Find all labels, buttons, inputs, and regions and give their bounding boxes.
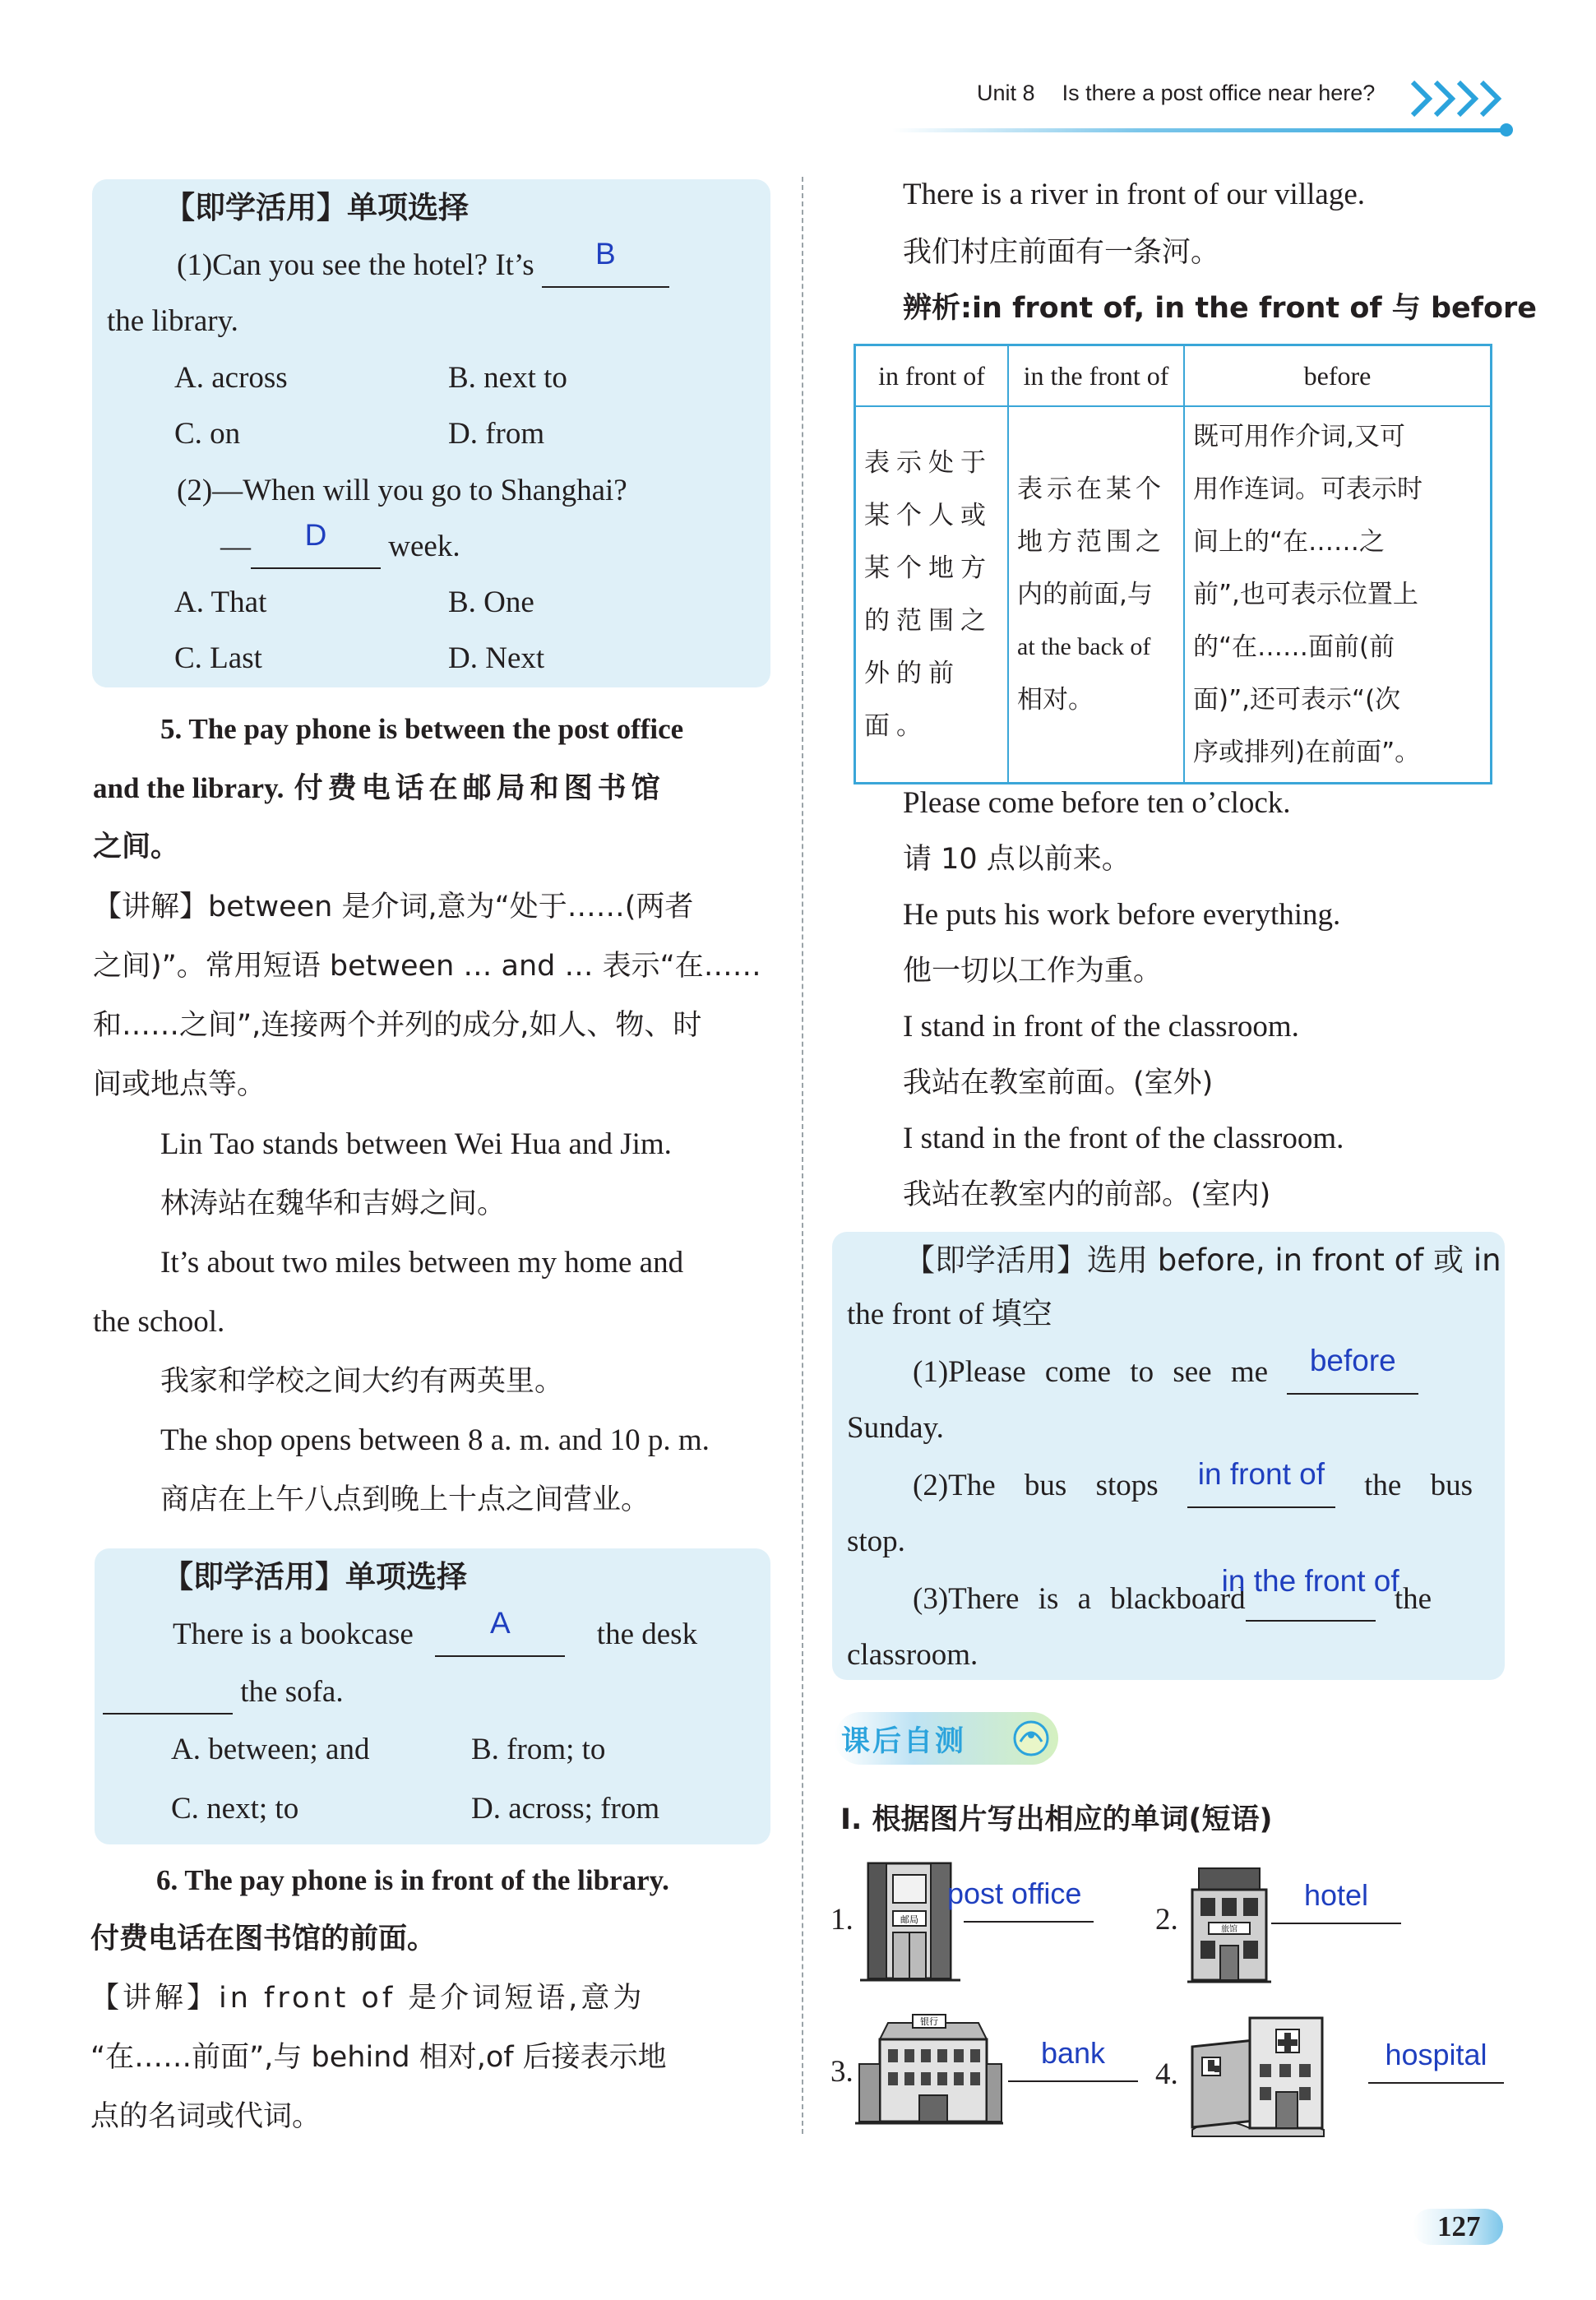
box1-q1-text: (1)Can you see the hotel? It’s [177,248,534,282]
box3-q1-blank[interactable] [1287,1344,1418,1395]
header-chevrons-icon [1408,76,1515,122]
table-col3-line: 的“在……面前(前 [1193,632,1395,662]
header-title: Is there a post office near here? [1062,81,1376,105]
table-col2-line: 地方范围之 [1017,527,1165,557]
banner-swirl-icon [1009,1717,1053,1760]
item5-heading-2 [93,768,665,809]
box1-q2-line2 [220,518,460,569]
box2-option-d[interactable]: D. across; from [471,1792,660,1826]
box1-q2: (2)—When will you go to Shanghai? [177,474,627,507]
box1-q1-answer: B [595,237,616,271]
item6-explain-2: “在……前面”,与 behind 相对,of 后接表示地 [90,2041,667,2074]
box3-q2-cont: stop. [847,1525,905,1558]
item5-heading-zh-2: 之间。 [93,831,180,863]
box3-q3-blank[interactable] [1221,1564,1399,1622]
before-example-2: 请 10 点以前来。 [903,843,1131,876]
exercise-1-title: Ⅰ. 根据图片写出相应的单词(短语) [840,1803,1273,1836]
box1-q2-option-a[interactable]: A. That [174,585,267,619]
box1-title: 【即学活用】单项选择 [164,190,469,225]
box2-question [173,1606,698,1657]
item5-explain-2: 之间)”。常用短语 between … and … 表示“在…… [93,950,761,983]
box1-q2-answer: D [304,518,327,552]
hotel-sign: 旅馆 [1221,1925,1237,1934]
pic-item-2-blank[interactable] [1271,1878,1401,1924]
bank-building-icon [855,2006,1003,2130]
box2-option-b[interactable]: B. from; to [471,1733,606,1766]
box3-q2-answer: in front of [1197,1457,1325,1491]
item6-explain-3: 点的名词或代词。 [90,2100,322,2133]
table-header-in-the-front-of: in the front of [1008,345,1184,407]
box3-q3-mid: the [1394,1582,1432,1616]
item5-example-4: the school. [93,1305,225,1339]
hotel-building-icon [1184,1857,1274,1988]
box3-q1 [913,1344,1418,1395]
table-col2-line: 相对。 [1017,685,1094,715]
item5-heading-en-1: 5. The pay phone is between the post office [160,713,684,745]
banner-label: 课后自测 [841,1725,967,1758]
box2-blank-1[interactable] [435,1606,565,1657]
table-col1-line: 表示处于 [864,448,992,478]
box2-option-c[interactable]: C. next; to [171,1792,299,1826]
table-col3-line: 间上的“在……之 [1193,527,1386,557]
box3-q3-answer: in the front of [1221,1564,1399,1598]
box3-q1-answer: before [1309,1344,1396,1377]
pic-item-4-answer: hospital [1385,2038,1487,2071]
pic-item-1-answer: post office [947,1877,1082,1910]
table-col3-line: 用作连词。可表示时 [1193,474,1423,504]
table-col2-line: 内的前面,与 [1017,580,1153,609]
before-example-8: 我站在教室内的前部。(室内) [903,1178,1271,1211]
before-example-3: He puts his work before everything. [903,898,1341,932]
pic-item-1-number: 1. [830,1903,854,1937]
box2-answer: A [489,1606,511,1640]
before-example-7: I stand in the front of the classroom. [903,1122,1344,1155]
box1-q1-option-b[interactable]: B. next to [448,361,567,395]
box1-q1-option-c[interactable]: C. on [174,417,241,451]
analysis-label: 辨析:in front of, in the front of 与 before [903,292,1538,325]
table-col1-line: 某个人或 [864,501,992,530]
comparison-table [854,344,1492,784]
box2-option-a[interactable]: A. between; and [171,1733,370,1766]
pic-item-3-answer: bank [1040,2036,1106,2070]
box3-title-text: 【即学活用】选用 before, in front of 或 in [904,1243,1501,1278]
item5-example-6: The shop opens between 8 a. m. and 10 p. m. [160,1423,710,1457]
box2-blank-2[interactable] [103,1672,233,1715]
box3-title-1 [904,1240,1501,1281]
item6-heading-zh: 付费电话在图书馆的前面。 [90,1923,437,1955]
item5-explain-1: 【讲解】between 是介词,意为“处于……(两者 [93,891,694,923]
item5-example-2: 林涛站在魏华和吉姆之间。 [160,1187,507,1220]
before-example-1: Please come before ten o’clock. [903,786,1291,820]
box1-q1-option-d[interactable]: D. from [448,417,545,451]
box1-q2-blank[interactable] [251,518,381,569]
right-example-zh: 我们村庄前面有一条河。 [903,236,1220,269]
box1-q2-option-c[interactable]: C. Last [174,641,262,675]
analysis-heading [903,288,1537,329]
running-header [977,81,1375,106]
box3-q3-cont: classroom. [847,1638,978,1672]
right-example-en: There is a river in front of our village. [903,178,1365,211]
box2-q-mid: the desk [596,1617,698,1651]
column-divider [802,177,803,2134]
post-office-sign: 邮局 [900,1914,918,1925]
box3-q2 [913,1457,1473,1508]
box1-q1-blank[interactable] [542,237,669,288]
item5-example-1: Lin Tao stands between Wei Hua and Jim. [160,1127,672,1161]
item5-explain-4: 间或地点等。 [93,1068,266,1101]
before-example-5: I stand in front of the classroom. [903,1010,1299,1044]
table-header-in-front-of: in front of [855,345,1009,407]
pic-item-4-blank[interactable] [1368,2038,1504,2084]
item5-example-5: 我家和学校之间大约有两英里。 [160,1365,564,1398]
pic-item-2-number: 2. [1155,1903,1178,1937]
box3-q1-cont: Sunday. [847,1411,944,1445]
table-col3-line: 序或排列)在前面”。 [1193,738,1421,767]
box1-q2-dash: — [220,530,251,563]
pic-item-2-answer: hotel [1303,1878,1369,1912]
table-col3-line: 面)”,还可表示“(次 [1193,685,1401,715]
item5-example-3: It’s about two miles between my home and [160,1246,684,1280]
box1-q2-option-d[interactable]: D. Next [448,641,545,675]
header-rule-dot [1500,123,1513,137]
table-col2-line: at the back of [1017,633,1151,660]
table-header-before: before [1184,345,1492,407]
before-example-6: 我站在教室前面。(室外) [903,1067,1214,1099]
table-cell-before [1184,406,1492,784]
pic-item-3-number: 3. [830,2055,854,2089]
box3-title-2: the front of 填空 [847,1298,1052,1331]
table-col1-line: 的范围之 [864,606,992,636]
item5-explain-3: 和……之间”,连接两个并列的成分,如人、物、时 [93,1009,702,1042]
header-unit: Unit 8 [977,81,1035,105]
hospital-building-icon [1184,2006,1332,2138]
box3-q2-mid: the bus [1364,1469,1473,1502]
box2-question-2 [103,1672,344,1715]
box3-q3-text: (3)There is a blackboard [913,1582,1246,1616]
box1-q1-option-a[interactable]: A. across [174,361,288,395]
before-example-4: 他一切以工作为重。 [903,955,1163,988]
box1-q2-option-b[interactable]: B. One [448,585,534,619]
item5-heading-zh-1: 付费电话在邮局和图书馆 [294,772,665,805]
bank-sign: 银行 [920,2016,938,2027]
item5-example-7: 商店在上午八点到晚上十点之间营业。 [160,1483,650,1516]
box3-q1-text: (1)Please come to see me [913,1355,1269,1389]
box1-q1 [177,237,669,288]
pic-item-1-blank[interactable] [947,1877,1094,1923]
box2-q-text: There is a bookcase [173,1617,414,1651]
item6-heading-en: 6. The pay phone is in front of the library. [156,1864,669,1896]
table-col3-line: 既可用作介词,又可 [1193,422,1405,451]
table-col2-line: 表示在某个 [1017,474,1165,504]
header-rule [892,128,1509,132]
table-col1-line: 某个地方 [864,553,992,583]
box3-q2-blank[interactable] [1187,1457,1335,1508]
table-col3-line: 前”,也可表示位置上 [1193,580,1418,609]
item6-explain-1: 【讲解】in front of 是介词短语,意为 [90,1982,645,2015]
box3-q2-text: (2)The bus stops [913,1469,1159,1502]
box3-q3 [913,1564,1432,1622]
pic-item-4-number: 4. [1155,2057,1178,2091]
page-number: 127 [1437,2210,1481,2242]
item5-heading-en-2: and the library. [93,772,285,804]
after-class-banner [835,1712,1058,1765]
box1-q2-text: week. [388,530,460,563]
table-col1-line: 外的前面。 [864,659,960,741]
table-cell-in-front-of [855,406,1009,784]
box2-title: 【即学活用】单项选择 [163,1559,467,1594]
pic-item-3-blank[interactable] [1008,2036,1138,2082]
box1-q1-cont: the library. [107,304,238,338]
table-cell-in-the-front-of [1008,406,1184,784]
box2-q-post: the sofa. [240,1675,344,1709]
